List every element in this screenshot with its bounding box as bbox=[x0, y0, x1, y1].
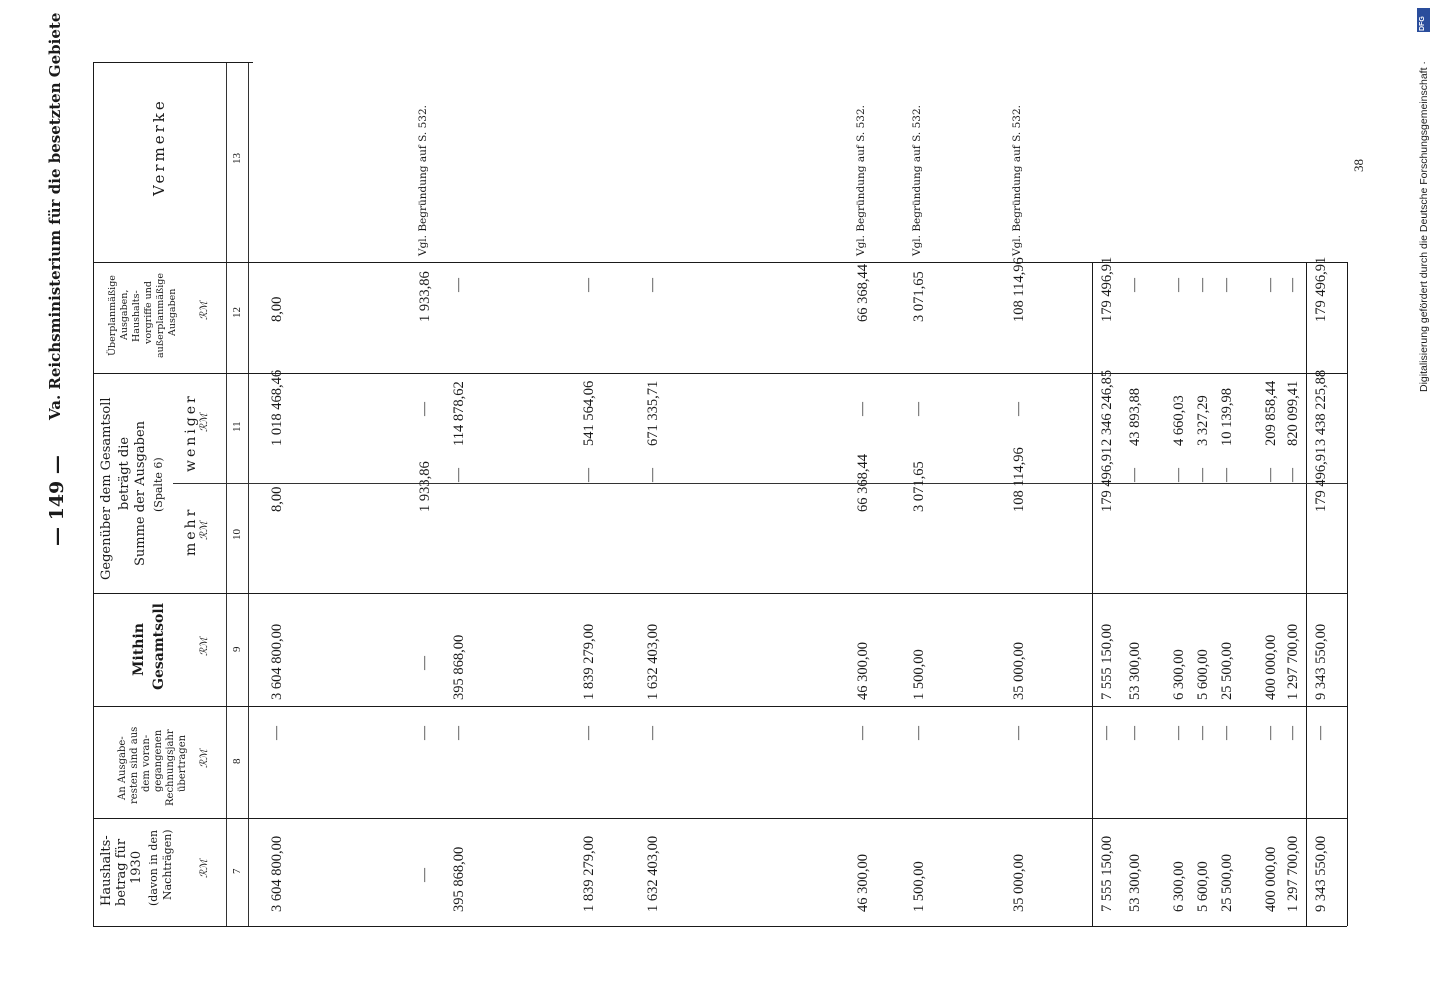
document-page: — 149 — Va. Reichsministerium für die besetzten Gebiete 38 Digitalisierung gefördert durch die Deutsche Forschungsgemeinschaft · DFG Haushalts- betrag für 1930 (davon in den Nachträgen) ℛℳ 7 An Ausgabe- resten sind aus dem voran- gegangenen Rechnungsjahr übertragen ℛℳ 8 Mithin Gesamtsoll ℛℳ 9 Gegenüber dem Gesamtsoll beträgt die Summe der Ausgaben (Spalte 6) mehr ℛℳ 10 weniger ℛℳ 11 Überplanmäßige Ausgaben, Haushalts- vorgriffe und außerplanmäßige Ausgaben ℛℳ 12 Vermerke 13 3 604 800,00 — 3 604 800,00 8,00 1 018 468,46 8,00 — — — 1 933,86 — 1 933,86 Vgl. Begründung auf S. 532. 395 868,00 — 395 868,00 — 114 878,62 — 1 839 279,00 — 1 839 279,00 — 541 564,06 — 1 632 403,00 — 1 632 403,00 — 671 335,71 — 46 300,00 — 46 300,00 66 368,44 — 66 368,44 Vgl. Begründung auf S. 532. 1 500,00 — 1 500,00 3 071,65 — 3 071,65 Vgl. Begründung auf S. 532. 35 000,00 — 35 000,00 108 114,96 — 108 114,96 Vgl. Begründung auf S. 532. 7 555 150,00 — 7 555 150,00 179 496,91 2 346 246,85 179 496,91 53 300,00 — 53 300,00 — 43 893,88 — 6 300,00 — 6 300,00 — 4 660,03 — 5 600,00 — 5 600,00 — 3 327,29 — 25 500,00 — 25 500,00 — 10 139,98 — 400 000,00 — 400 000,00 — 209 858,44 — 1 297 700,00 — 1 297 700,00 — 820 099,41 — 9 343 550,00 — 9 343 550,00 179 496,91 3 438 225,88 179 496,91 bbox=[0, 0, 1434, 1000]
table-row-7-c7: 35 000,00 bbox=[1011, 854, 1027, 912]
total-row-c10: 179 496,91 bbox=[1313, 446, 1329, 512]
summary-row-0-c12: 179 496,91 bbox=[1099, 256, 1115, 322]
rule-c9-c10 bbox=[93, 593, 1347, 594]
table-right-border bbox=[1347, 262, 1348, 926]
summary-row-3-c11: 3 327,29 bbox=[1195, 395, 1211, 446]
table-row-7-c9: 35 000,00 bbox=[1011, 642, 1027, 700]
summary-row-4-c9: 25 500,00 bbox=[1219, 642, 1235, 700]
summary-row-0-c7: 7 555 150,00 bbox=[1099, 835, 1115, 912]
table-row-0-c9: 3 604 800,00 bbox=[269, 623, 285, 700]
summary-row-5-c9: 400 000,00 bbox=[1263, 634, 1279, 700]
summary-row-4-c8: — bbox=[1219, 726, 1234, 740]
summary-row-1-c9: 53 300,00 bbox=[1127, 642, 1143, 700]
table-row-2-c7: 395 868,00 bbox=[451, 846, 467, 912]
total-row-c11: 3 438 225,88 bbox=[1313, 369, 1329, 446]
summary-row-3-c12: — bbox=[1195, 278, 1210, 292]
summary-row-5-c12: — bbox=[1263, 278, 1278, 292]
total-row-c7: 9 343 550,00 bbox=[1313, 835, 1329, 912]
summary-row-1-c12: — bbox=[1127, 278, 1142, 292]
table-row-0-c11: 1 018 468,46 bbox=[269, 369, 285, 446]
table-row-0-c8: — bbox=[269, 726, 284, 740]
summary-row-4-c10: — bbox=[1219, 468, 1234, 482]
table-row-4-c8: — bbox=[645, 726, 660, 740]
column-number-border bbox=[226, 62, 227, 926]
summary-row-1-c10: — bbox=[1127, 468, 1142, 482]
summary-rule bbox=[1092, 262, 1093, 926]
summary-row-1-c8: — bbox=[1127, 726, 1142, 740]
summary-row-6-c9: 1 297 700,00 bbox=[1285, 623, 1301, 700]
summary-row-2-c10: — bbox=[1171, 468, 1186, 482]
table-row-0-c7: 3 604 800,00 bbox=[269, 835, 285, 912]
summary-row-0-c9: 7 555 150,00 bbox=[1099, 623, 1115, 700]
table-left-border bbox=[93, 62, 94, 926]
table-row-1-c9: — bbox=[417, 656, 432, 670]
rule-c7-c8 bbox=[93, 818, 1347, 819]
table-row-3-c11: 541 564,06 bbox=[581, 380, 597, 446]
table-row-6-c13: Vgl. Begründung auf S. 532. bbox=[911, 105, 923, 256]
table-top-border bbox=[93, 62, 253, 63]
chapter-title: Va. Reichsministerium für die besetzten Gebiete bbox=[46, 12, 64, 420]
summary-row-6-c7: 1 297 700,00 bbox=[1285, 835, 1301, 912]
summary-row-3-c10: — bbox=[1195, 468, 1210, 482]
table-row-6-c9: 1 500,00 bbox=[911, 649, 927, 700]
table-row-4-c11: 671 335,71 bbox=[645, 380, 661, 446]
table-bottom-border bbox=[93, 926, 1347, 927]
table-row-4-c7: 1 632 403,00 bbox=[645, 835, 661, 912]
summary-row-5-c11: 209 858,44 bbox=[1263, 380, 1279, 446]
table-row-1-c13: Vgl. Begründung auf S. 532. bbox=[417, 105, 429, 256]
summary-row-1-c7: 53 300,00 bbox=[1127, 854, 1143, 912]
table-row-1-c12: 1 933,86 bbox=[417, 271, 433, 322]
table-row-5-c7: 46 300,00 bbox=[855, 854, 871, 912]
summary-row-0-c11: 2 346 246,85 bbox=[1099, 369, 1115, 446]
summary-row-4-c7: 25 500,00 bbox=[1219, 854, 1235, 912]
table-row-1-c10: 1 933,86 bbox=[417, 461, 433, 512]
summary-row-5-c10: — bbox=[1263, 468, 1278, 482]
total-rule bbox=[1306, 262, 1307, 926]
table-row-6-c8: — bbox=[911, 726, 926, 740]
summary-row-0-c8: — bbox=[1099, 726, 1114, 740]
table-row-5-c8: — bbox=[855, 726, 870, 740]
summary-row-6-c11: 820 099,41 bbox=[1285, 380, 1301, 446]
summary-row-0-c10: 179 496,91 bbox=[1099, 446, 1115, 512]
table-row-6-c12: 3 071,65 bbox=[911, 271, 927, 322]
summary-row-3-c7: 5 600,00 bbox=[1195, 861, 1211, 912]
table-row-4-c12: — bbox=[645, 278, 660, 292]
summary-row-6-c8: — bbox=[1285, 726, 1300, 740]
total-row-c12: 179 496,91 bbox=[1313, 256, 1329, 322]
summary-row-6-c12: — bbox=[1285, 278, 1300, 292]
summary-row-2-c9: 6 300,00 bbox=[1171, 649, 1187, 700]
table-row-3-c10: — bbox=[581, 468, 596, 482]
table-row-0-c10: 8,00 bbox=[269, 486, 285, 512]
summary-row-3-c9: 5 600,00 bbox=[1195, 649, 1211, 700]
summary-row-2-c7: 6 300,00 bbox=[1171, 861, 1187, 912]
dfg-logo-text: DFG bbox=[1419, 16, 1426, 31]
table-row-2-c12: — bbox=[451, 278, 466, 292]
table-row-5-c10: 66 368,44 bbox=[855, 454, 871, 512]
credit-text: Digitalisierung gefördert durch die Deutsche Forschungsgemeinschaft · bbox=[1418, 61, 1430, 392]
summary-row-3-c8: — bbox=[1195, 726, 1210, 740]
table-row-5-c13: Vgl. Begründung auf S. 532. bbox=[855, 105, 867, 256]
table-row-6-c11: — bbox=[911, 402, 926, 416]
summary-row-1-c11: 43 893,88 bbox=[1127, 388, 1143, 446]
table-row-2-c9: 395 868,00 bbox=[451, 634, 467, 700]
table-row-7-c10: 108 114,96 bbox=[1011, 447, 1027, 512]
table-row-3-c12: — bbox=[581, 278, 596, 292]
table-row-2-c8: — bbox=[451, 726, 466, 740]
sheet-number: 38 bbox=[1351, 159, 1366, 172]
table-row-7-c13: Vgl. Begründung auf S. 532. bbox=[1011, 105, 1023, 256]
rule-c12-c13 bbox=[93, 262, 1347, 263]
table-row-4-c9: 1 632 403,00 bbox=[645, 623, 661, 700]
table-row-1-c8: — bbox=[417, 726, 432, 740]
summary-row-6-c10: — bbox=[1285, 468, 1300, 482]
summary-row-4-c12: — bbox=[1219, 278, 1234, 292]
table-row-4-c10: — bbox=[645, 468, 660, 482]
header-bottom-border bbox=[248, 62, 249, 926]
table-row-6-c7: 1 500,00 bbox=[911, 861, 927, 912]
table-row-5-c12: 66 368,44 bbox=[855, 264, 871, 322]
summary-row-5-c8: — bbox=[1263, 726, 1278, 740]
table-row-6-c10: 3 071,65 bbox=[911, 461, 927, 512]
total-row-c9: 9 343 550,00 bbox=[1313, 623, 1329, 700]
table-row-1-c11: — bbox=[417, 402, 432, 416]
table-row-3-c8: — bbox=[581, 726, 596, 740]
summary-row-4-c11: 10 139,98 bbox=[1219, 388, 1235, 446]
table-row-5-c9: 46 300,00 bbox=[855, 642, 871, 700]
rule-c8-c9 bbox=[93, 706, 1347, 707]
summary-row-2-c8: — bbox=[1171, 726, 1186, 740]
table-row-3-c7: 1 839 279,00 bbox=[581, 835, 597, 912]
rule-c10-c11 bbox=[173, 483, 1347, 484]
table-row-2-c10: — bbox=[451, 468, 466, 482]
summary-row-2-c12: — bbox=[1171, 278, 1186, 292]
table-row-2-c11: 114 878,62 bbox=[451, 381, 467, 446]
table-row-7-c8: — bbox=[1011, 726, 1026, 740]
page-number: — 149 — bbox=[46, 455, 68, 546]
table-row-7-c12: 108 114,96 bbox=[1011, 257, 1027, 322]
table-row-1-c7: — bbox=[417, 868, 432, 882]
total-row-c8: — bbox=[1313, 726, 1328, 740]
table-row-5-c11: — bbox=[855, 402, 870, 416]
summary-row-5-c7: 400 000,00 bbox=[1263, 846, 1279, 912]
table-row-3-c9: 1 839 279,00 bbox=[581, 623, 597, 700]
table-row-7-c11: — bbox=[1011, 402, 1026, 416]
table-row-0-c12: 8,00 bbox=[269, 296, 285, 322]
summary-row-2-c11: 4 660,03 bbox=[1171, 395, 1187, 446]
